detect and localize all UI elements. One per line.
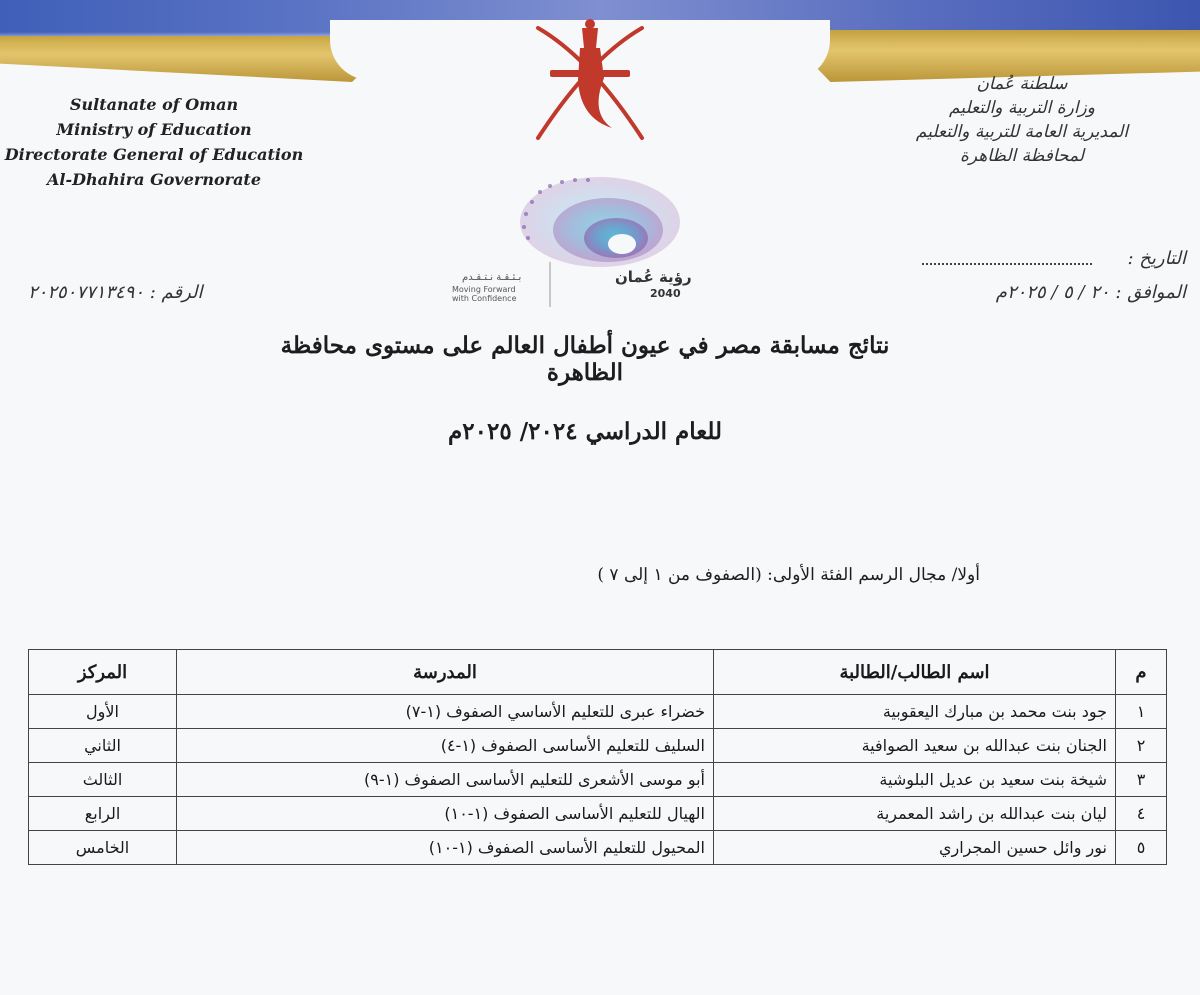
equivalent-date: [996, 282, 1186, 303]
row-name: شيخة بنت سعيد بن عديل البلوشية: [714, 763, 1116, 797]
moving-forward-arabic: بـثـقـة نـتـقـدم: [462, 272, 522, 283]
row-rank: الثالث: [29, 763, 177, 797]
equivalent-value: ٢٠ / ٥ / ٢٠٢٥م: [995, 282, 1110, 303]
reference-value: ٢٠٢٥٠٧٧١٣٤٩٠: [28, 282, 145, 303]
row-school: السليف للتعليم الأساسى الصفوف (١-٤): [177, 729, 714, 763]
row-school: خضراء عبرى للتعليم الأساسي الصفوف (١-٧): [177, 695, 714, 729]
date-blank-line: [922, 263, 1092, 265]
header-ar-line-1: سلطنة عُمان: [976, 74, 1068, 94]
row-num: ٢: [1116, 729, 1167, 763]
reference-number: [28, 282, 203, 303]
moving-forward-line-2: with Confidence: [452, 294, 517, 303]
document-subtitle: للعام الدراسي ٢٠٢٤/ ٢٠٢٥م: [448, 418, 722, 445]
row-name: نور وائل حسين المجراري: [714, 831, 1116, 865]
english-header: [4, 92, 304, 192]
header-school: المدرسة: [177, 650, 714, 695]
row-school: المحيول للتعليم الأساسى الصفوف (١-١٠): [177, 831, 714, 865]
row-name: الجنان بنت عبدالله بن سعيد الصوافية: [714, 729, 1116, 763]
header-ar-line-3: المديرية العامة للتربية والتعليم: [915, 122, 1129, 142]
vision-year: 2040: [650, 287, 681, 300]
arabic-header: [872, 72, 1172, 168]
row-school: الهيال للتعليم الأساسى الصفوف (١-١٠): [177, 797, 714, 831]
oman-emblem-icon: [520, 18, 660, 148]
table-row: [29, 695, 1167, 729]
table-row: [29, 763, 1167, 797]
row-rank: الثاني: [29, 729, 177, 763]
moving-forward-line-1: Moving Forward: [452, 285, 516, 294]
header-ar-line-2: وزارة التربية والتعليم: [949, 98, 1095, 118]
header-rank: المركز: [29, 650, 177, 695]
row-name: جود بنت محمد بن مبارك اليعقوبية: [714, 695, 1116, 729]
moving-forward-english: [452, 285, 542, 303]
document-title: نتائج مسابقة مصر في عيون أطفال العالم على مستوى محافظة الظاهرة: [280, 332, 890, 386]
section-heading: أولا/ مجال الرسم الفئة الأولى: (الصفوف من ١ إلى ٧ ): [597, 565, 980, 585]
vision-arabic-text: رؤية عُمان: [615, 268, 692, 286]
results-table: [28, 649, 1167, 865]
row-school: أبو موسى الأشعرى للتعليم الأساسى الصفوف (١-٩): [177, 763, 714, 797]
row-num: ٤: [1116, 797, 1167, 831]
header-en-line-1: Sultanate of Oman: [69, 95, 239, 114]
header-en-line-3: Directorate General of Education: [4, 145, 304, 164]
header-en-line-2: Ministry of Education: [56, 120, 252, 139]
table-row: [29, 831, 1167, 865]
row-num: ٣: [1116, 763, 1167, 797]
table-header-row: [29, 650, 1167, 695]
header-name: اسم الطالب/الطالبة: [714, 650, 1116, 695]
row-rank: الأول: [29, 695, 177, 729]
row-num: ١: [1116, 695, 1167, 729]
header-num: م: [1116, 650, 1167, 695]
date-label: التاريخ :: [1127, 248, 1186, 269]
row-num: ٥: [1116, 831, 1167, 865]
row-name: ليان بنت عبدالله بن راشد المعمرية: [714, 797, 1116, 831]
header-ar-line-4: لمحافظة الظاهرة: [959, 146, 1085, 166]
table-row: [29, 729, 1167, 763]
row-rank: الرابع: [29, 797, 177, 831]
row-rank: الخامس: [29, 831, 177, 865]
reference-label: الرقم :: [149, 282, 203, 303]
header-en-line-4: Al-Dhahira Governorate: [47, 170, 261, 189]
equivalent-label: الموافق :: [1115, 282, 1186, 303]
table-row: [29, 797, 1167, 831]
